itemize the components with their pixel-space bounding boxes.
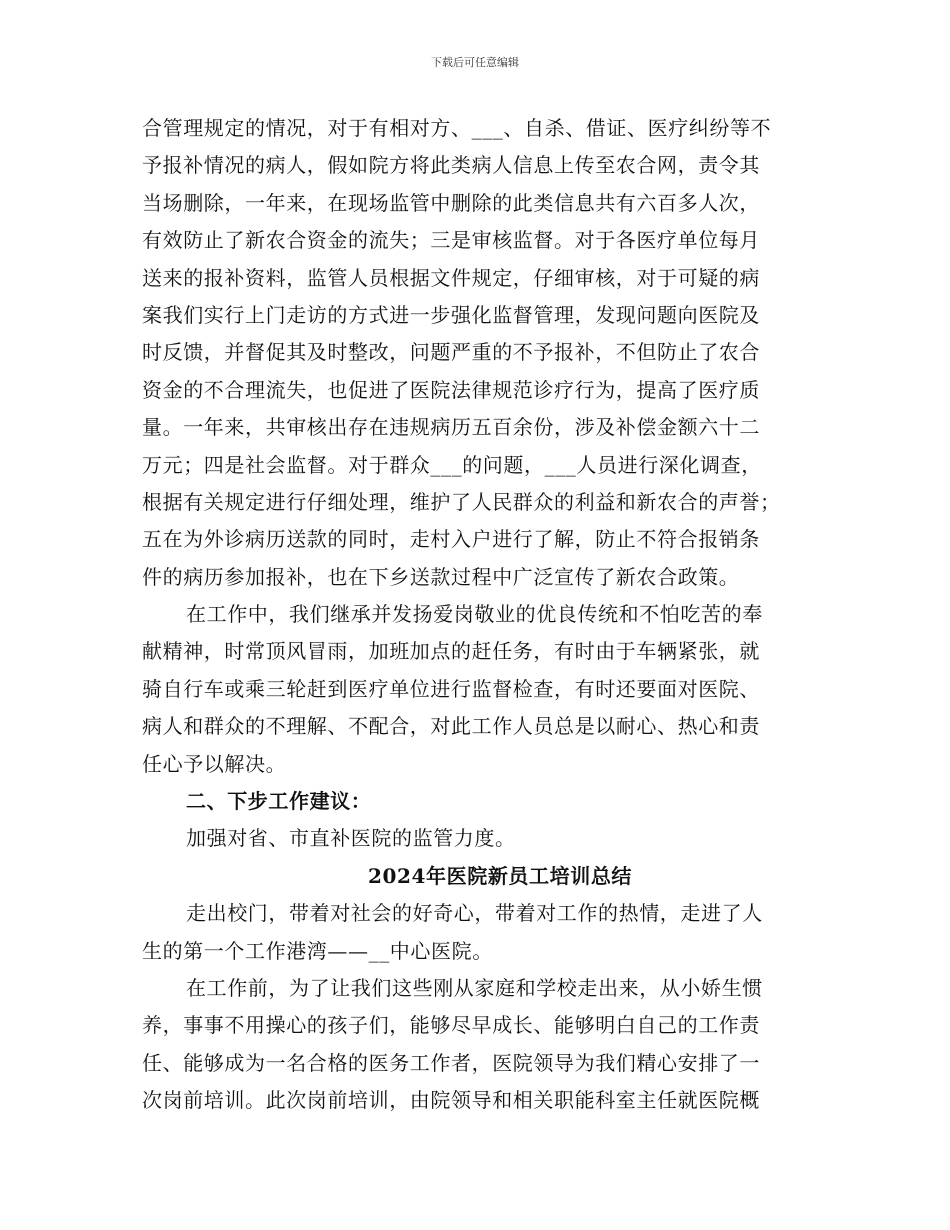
text-line: 合管理规定的情况，对于有相对方、___、自杀、借证、医疗纠纷等不: [142, 116, 772, 140]
text-line: 养，事事不用操心的孩子们，能够尽早成长、能够明白自己的工作责: [142, 1013, 760, 1038]
text-line: 献精神，时常顶风冒雨，加班加点的赶任务，有时由于车辆紧张，就: [142, 639, 760, 664]
section-heading: 二、下步工作建议：: [186, 789, 372, 814]
text-line: 件的病历参加报补，也在下乡送款过程中广泛宣传了新农合政策。: [142, 564, 740, 589]
text-line: 骑自行车或乘三轮赶到医疗单位进行监督检查，有时还要面对医院、: [142, 676, 760, 701]
text-line: 量。一年来，共审核出存在违规病历五百余份，涉及补偿金额六十二: [142, 415, 760, 440]
text-line: 生的第一个工作港湾——__中心医院。: [142, 938, 493, 963]
document-body: [142, 110, 822, 1120]
text-line: 病人和群众的不理解、不配合，对此工作人员总是以耐心、热心和责: [142, 714, 760, 739]
text-line: 有效防止了新农合资金的流失；三是审核监督。对于各医疗单位每月: [142, 228, 760, 253]
text-line: 送来的报补资料，监管人员根据文件规定，仔细审核，对于可疑的病: [142, 265, 760, 290]
text-line: 次岗前培训。此次岗前培训，由院领导和相关职能科室主任就医院概: [142, 1088, 760, 1113]
text-line: 五在为外诊病历送款的同时，走村入户进行了解，防止不符合报销条: [142, 527, 760, 552]
text-line: 予报补情况的病人，假如院方将此类病人信息上传至农合网，责令其: [142, 153, 760, 178]
text-line: 资金的不合理流失，也促进了医院法律规范诊疗行为，提高了医疗质: [142, 377, 760, 402]
text-line: 根据有关规定进行仔细处理，维护了人民群众的利益和新农合的声誉；: [142, 489, 781, 514]
text-line: 案我们实行上门走访的方式进一步强化监督管理，发现问题向医院及: [142, 302, 760, 327]
text-line: 在工作前，为了让我们这些刚从家庭和学校走出来，从小娇生惯: [186, 975, 763, 1000]
text-line: 任、能够成为一名合格的医务工作者，医院领导为我们精心安排了一: [142, 1050, 760, 1075]
page-header: 下载后可任意编辑: [431, 56, 519, 69]
text-line: 走出校门，带着对社会的好奇心，带着对工作的热情，走进了人: [186, 901, 763, 926]
text-line: 加强对省、市直补医院的监管力度。: [186, 826, 516, 851]
text-line: 时反馈，并督促其及时整改，问题严重的不予报补，不但防止了农合: [142, 340, 760, 365]
text-line: 万元；四是社会监督。对于群众___的问题，___人员进行深化调查，: [142, 452, 762, 477]
document-title: 2024年医院新员工培训总结: [367, 863, 633, 888]
text-line: 当场删除，一年来，在现场监管中删除的此类信息共有六百多人次，: [142, 190, 760, 215]
text-line: 任心予以解决。: [142, 751, 287, 776]
text-line: 在工作中，我们继承并发扬爱岗敬业的优良传统和不怕吃苦的奉: [186, 602, 763, 627]
